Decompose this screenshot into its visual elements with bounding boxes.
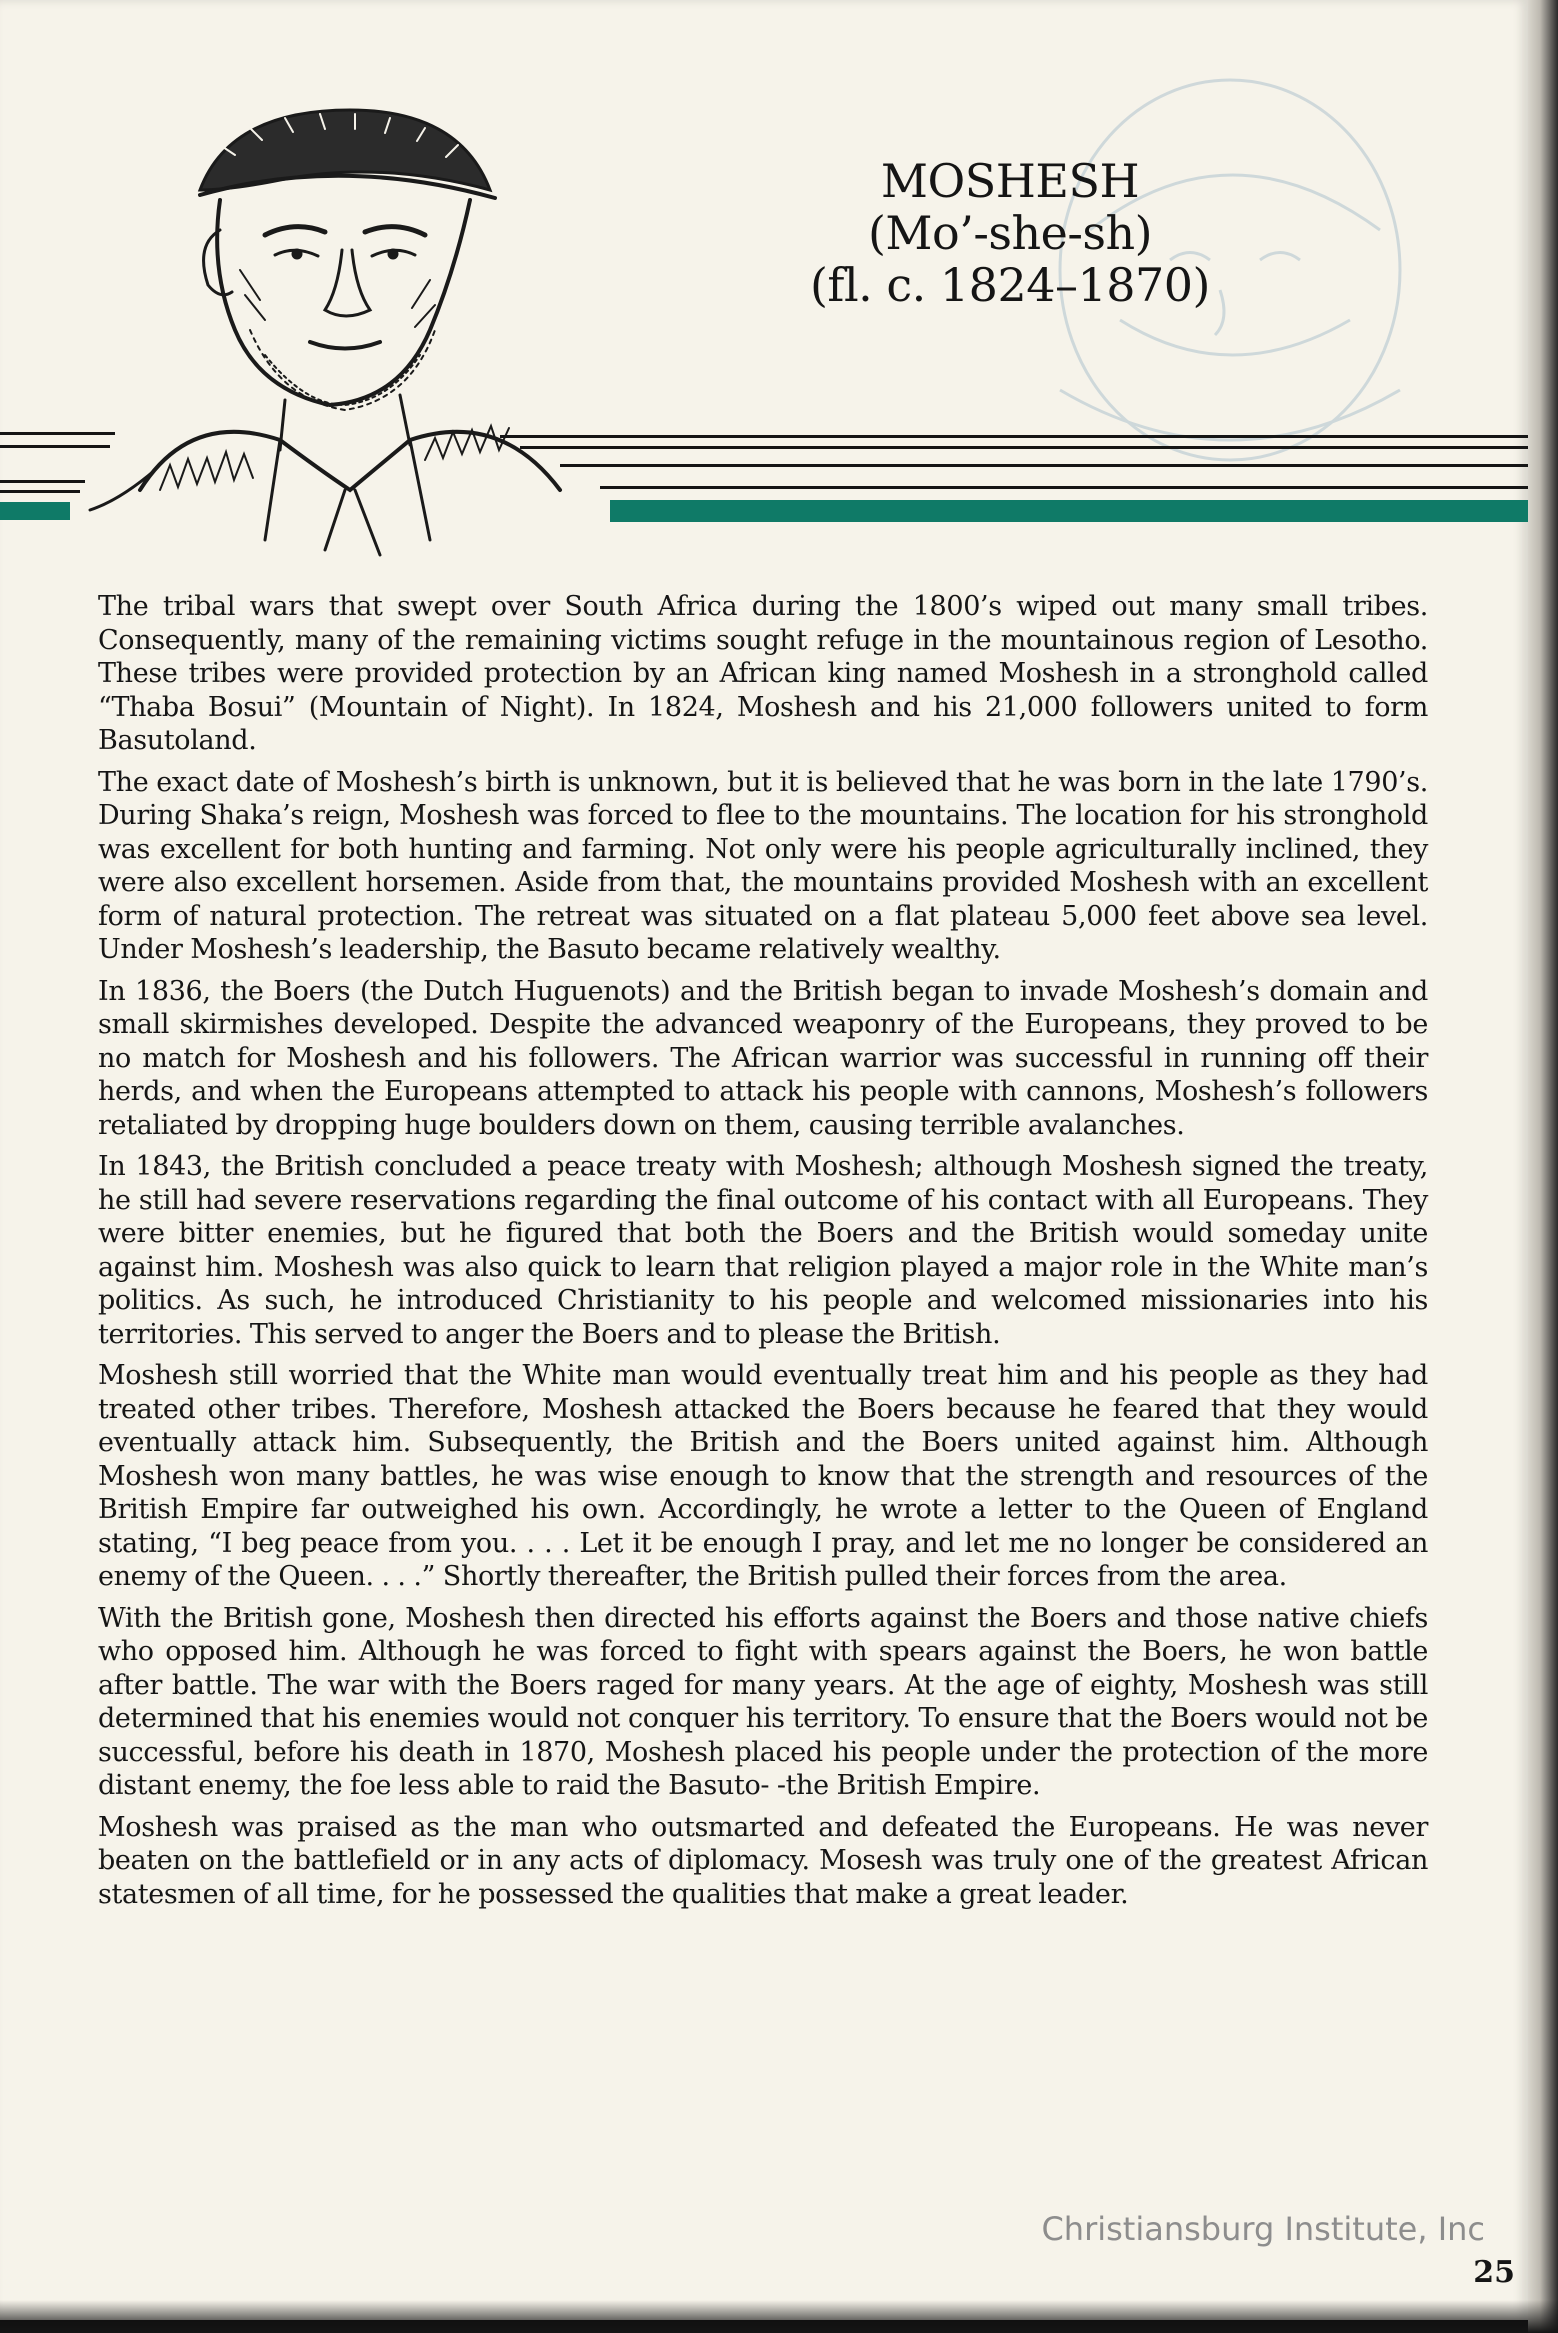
page-number: 25	[1473, 2255, 1515, 2290]
paragraph: The tribal wars that swept over South Africa during the 1800’s wiped out many small tribes. Consequently, many of the remaining victims sought refuge in the mountainous region of Lesotho. These tribes were provided protection by an African king named Moshesh in a stronghold called “Thaba Bosui” (Mountain of Night). In 1824, Moshesh and his 21,000 followers united to form Basutoland.	[98, 591, 1428, 756]
lifespan-dates: (fl. c. 1824–1870)	[809, 258, 1210, 312]
paragraph: In 1836, the Boers (the Dutch Huguenots) and the British began to invade Moshesh’s domain and small skirmishes developed. Despite the advanced weaponry of the Europeans, they proved to be no match for Moshesh and his followers. The African warrior was successful in running off their herds, and when the Europeans attempted to attack his people with cannons, Moshesh’s followers retaliated by dropping huge boulders down on them, causing terrible avalanches.	[98, 975, 1428, 1141]
article-body	[98, 590, 1428, 1919]
pronunciation: (Mo’-she-sh)	[867, 206, 1153, 260]
paragraph: The exact date of Moshesh’s birth is unknown, but it is believed that he was born in the late 1790’s. During Shaka’s reign, Moshesh was forced to flee to the mountains. The location for his stronghold was excellent for both hunting and farming. Not only were his people agriculturally inclined, they were also excellent horsemen. Aside from that, the mountains provided Moshesh with an excellent form of natural protection. The retreat was situated on a flat plateau 5,000 feet above sea level. Under Moshesh’s leadership, the Basuto became relatively wealthy.	[98, 766, 1428, 965]
paragraph: Moshesh still worried that the White man would eventually treat him and his people as they had treated other tribes. Therefore, Moshesh attacked the Boers because he feared that they would eventually attack him. Subsequently, the British and the Boers united against him. Although Moshesh won many battles, he was wise enough to know that the strength and resources of the British Empire far outweighed his own. Accordingly, he wrote a letter to the Queen of England stating, “I beg peace from you. . . . Let it be enough I pray, and let me no longer be considered an enemy of the Queen. . . .” Shortly thereafter, the British pulled their forces from the area.	[98, 1360, 1428, 1592]
page-edge	[1528, 0, 1558, 2333]
paragraph: With the British gone, Moshesh then directed his efforts against the Boers and those native chiefs who opposed him. Although he was forced to fight with spears against the Boers, he won battle after battle. The war with the Boers raged for many years. At the age of eighty, Moshesh was still determined that his enemies would not conquer his territory. To ensure that the Boers would not be successful, before his death in 1870, Moshesh placed his people under the protection of the more distant enemy, the foe less able to raid the Basuto- -the British Empire.	[98, 1602, 1428, 1801]
paragraph: In 1843, the British concluded a peace treaty with Moshesh; although Moshesh signed the treaty, he still had severe reservations regarding the final outcome of his contact with all Europeans. They were bitter enemies, but he figured that both the Boers and the British would someday unite against him. Moshesh was also quick to learn that religion played a major role in the White man’s politics. As such, he introduced Christianity to his people and welcomed missionaries into his territories. This served to anger the Boers and to please the British.	[98, 1151, 1428, 1350]
paragraph: Moshesh was praised as the man who outsmarted and defeated the Europeans. He was never beaten on the battlefield or in any acts of diplomacy. Mosesh was truly one of the greatest African statesmen of all time, for he possessed the qualities that make a great leader.	[98, 1811, 1428, 1910]
header-rule-lines	[0, 420, 1528, 540]
credit-watermark: Christiansburg Institute, Inc	[1041, 2210, 1485, 2248]
page-title: MOSHESH	[880, 154, 1140, 208]
title-block	[760, 155, 1260, 311]
bottom-shadow	[0, 2300, 1558, 2333]
